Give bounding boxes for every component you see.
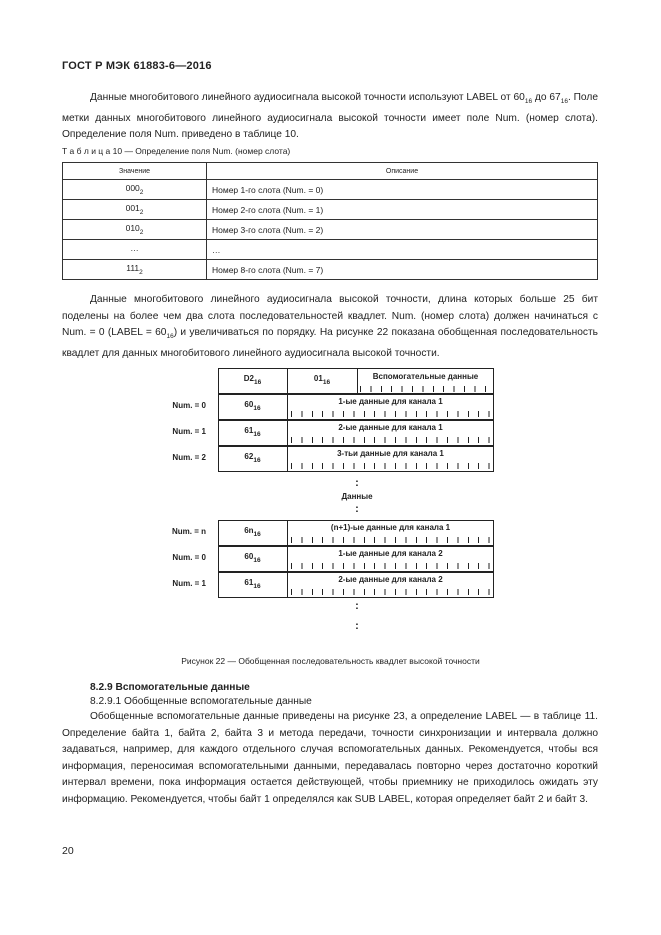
- figure-row-label: $61_{16}$: [244, 426, 261, 438]
- figure-row-data: 1-ые данные для канала 1: [338, 397, 443, 406]
- table-cell-value: $010_2$: [63, 220, 207, 240]
- figure-row-label: $60_{16}$: [244, 552, 261, 564]
- figure-row-num: Num. = 1: [172, 579, 206, 588]
- figure-middle-label: Данные: [341, 492, 373, 501]
- section-title: 8.2.9 Вспомогательные данные: [90, 682, 250, 693]
- table-10: [62, 162, 598, 280]
- table-header-description: Описание: [207, 163, 598, 180]
- table-cell-description: Номер 8-го слота (Num. = 7): [207, 260, 598, 280]
- ellipsis-dots: :: [355, 503, 359, 515]
- ticks: [291, 437, 492, 443]
- figure-row-num: Num. = 0: [172, 553, 206, 562]
- table-cell-description: …: [207, 240, 598, 260]
- ticks: [291, 563, 492, 569]
- figure-row-num: Num. = n: [171, 527, 206, 536]
- document-header: ГОСТ Р МЭК 61883-6—2016: [62, 60, 212, 72]
- table-cell-description: Номер 3-го слота (Num. = 2): [207, 220, 598, 240]
- figure-row-data: 2-ые данные для канала 2: [338, 575, 443, 584]
- table-row: [63, 220, 598, 240]
- table-cell-value: $111_2$: [63, 260, 207, 280]
- table-cell-value: $000_2$: [63, 180, 207, 200]
- table-cell-value: $001_2$: [63, 200, 207, 220]
- table-cell-description: Номер 2-го слота (Num. = 1): [207, 200, 598, 220]
- ticks: [291, 463, 492, 469]
- table-cell-description: Номер 1-го слота (Num. = 0): [207, 180, 598, 200]
- figure-row-data: 1-ые данные для канала 2: [338, 549, 443, 558]
- ellipsis-dots: :: [355, 620, 359, 632]
- figure-row-label: $62_{16}$: [244, 452, 261, 464]
- figure-ancillary-label: Вспомогательные данные: [372, 372, 479, 381]
- table-row: [63, 200, 598, 220]
- figure-label-01: $01_{16}$: [313, 374, 331, 386]
- table-header-value: Значение: [63, 163, 207, 180]
- table-caption: Т а б л и ц а 10 — Определение поля Num. (номер слота): [62, 146, 291, 156]
- ticks: [291, 411, 492, 417]
- table-row: [63, 180, 598, 200]
- figure-row-label: $61_{16}$: [244, 578, 261, 590]
- ticks: [360, 386, 492, 392]
- section-body: Обобщенные вспомогательные данные приведены на рисунке 23, а определение LABEL — в таблице 11. Определение байта 1, байта 2, байта 3 и метода передачи, точности синхронизации и интервала должно задаваться, например, для каждого отдельного случая вспомогательных данных. Рекомендуется, чтобы вся информация, переносимая вспомогательными данными, передавалась повторно через достаточно короткий интервал времени, пока информация остается действующей, чтобы приемнику не приходилось ожидать эту информацию. Рекомендуется, чтобы байт 1 определялся как SUB LABEL, которая определяет байт 2 и байт 3.: [62, 711, 598, 805]
- table-row: [63, 240, 598, 260]
- figure-row-num: Num. = 2: [172, 453, 206, 462]
- ticks: [291, 589, 492, 595]
- ellipsis-dots: :: [355, 477, 359, 489]
- figure-row-num: Num. = 0: [172, 401, 206, 410]
- paragraph-slots: Данные многобитового линейного аудиосигнала высокой точности, длина которых больше 25 бит поделены на более чем два слота последовательностей квадлет. Num. (номер слота) должен начинаться с Num. = 0 (LABEL = $60_{16}$) и увеличиваться по порядку. На рисунке 22 показана обобщенная последовательность квадлет для данных многобитового линейного аудиосигнала высокой точности.: [62, 294, 598, 359]
- paragraph-label-intro: Данные многобитового линейного аудиосигнала высокой точности используют LABEL от $60_{16}$ до $67_{16}$. Поле метки данных многобитового линейного аудиосигнала высокой точности имеет поле Num. (номер слота). Определение поля Num. приведено в таблице 10.: [62, 92, 598, 140]
- ticks: [291, 537, 492, 543]
- figure-row-data: 3-тьи данные для канала 1: [337, 449, 444, 458]
- figure-row-label: $60_{16}$: [244, 400, 261, 412]
- figure-caption: Рисунок 22 — Обобщенная последовательность квадлет высокой точности: [181, 656, 480, 666]
- figure-label-d2: $D2_{16}$: [243, 374, 262, 386]
- table-row: [63, 260, 598, 280]
- figure-row-data: 2-ые данные для канала 1: [338, 423, 443, 432]
- figure-row-data: (n+1)-ые данные для канала 1: [330, 523, 451, 532]
- ellipsis-dots: :: [355, 600, 359, 612]
- subsection-title: 8.2.9.1 Обобщенные вспомогательные данные: [90, 696, 312, 707]
- figure-row-num: Num. = 1: [172, 427, 206, 436]
- figure-row-label: $6n_{16}$: [244, 526, 261, 538]
- table-cell-value: …: [63, 240, 207, 260]
- page-number: 20: [62, 845, 74, 857]
